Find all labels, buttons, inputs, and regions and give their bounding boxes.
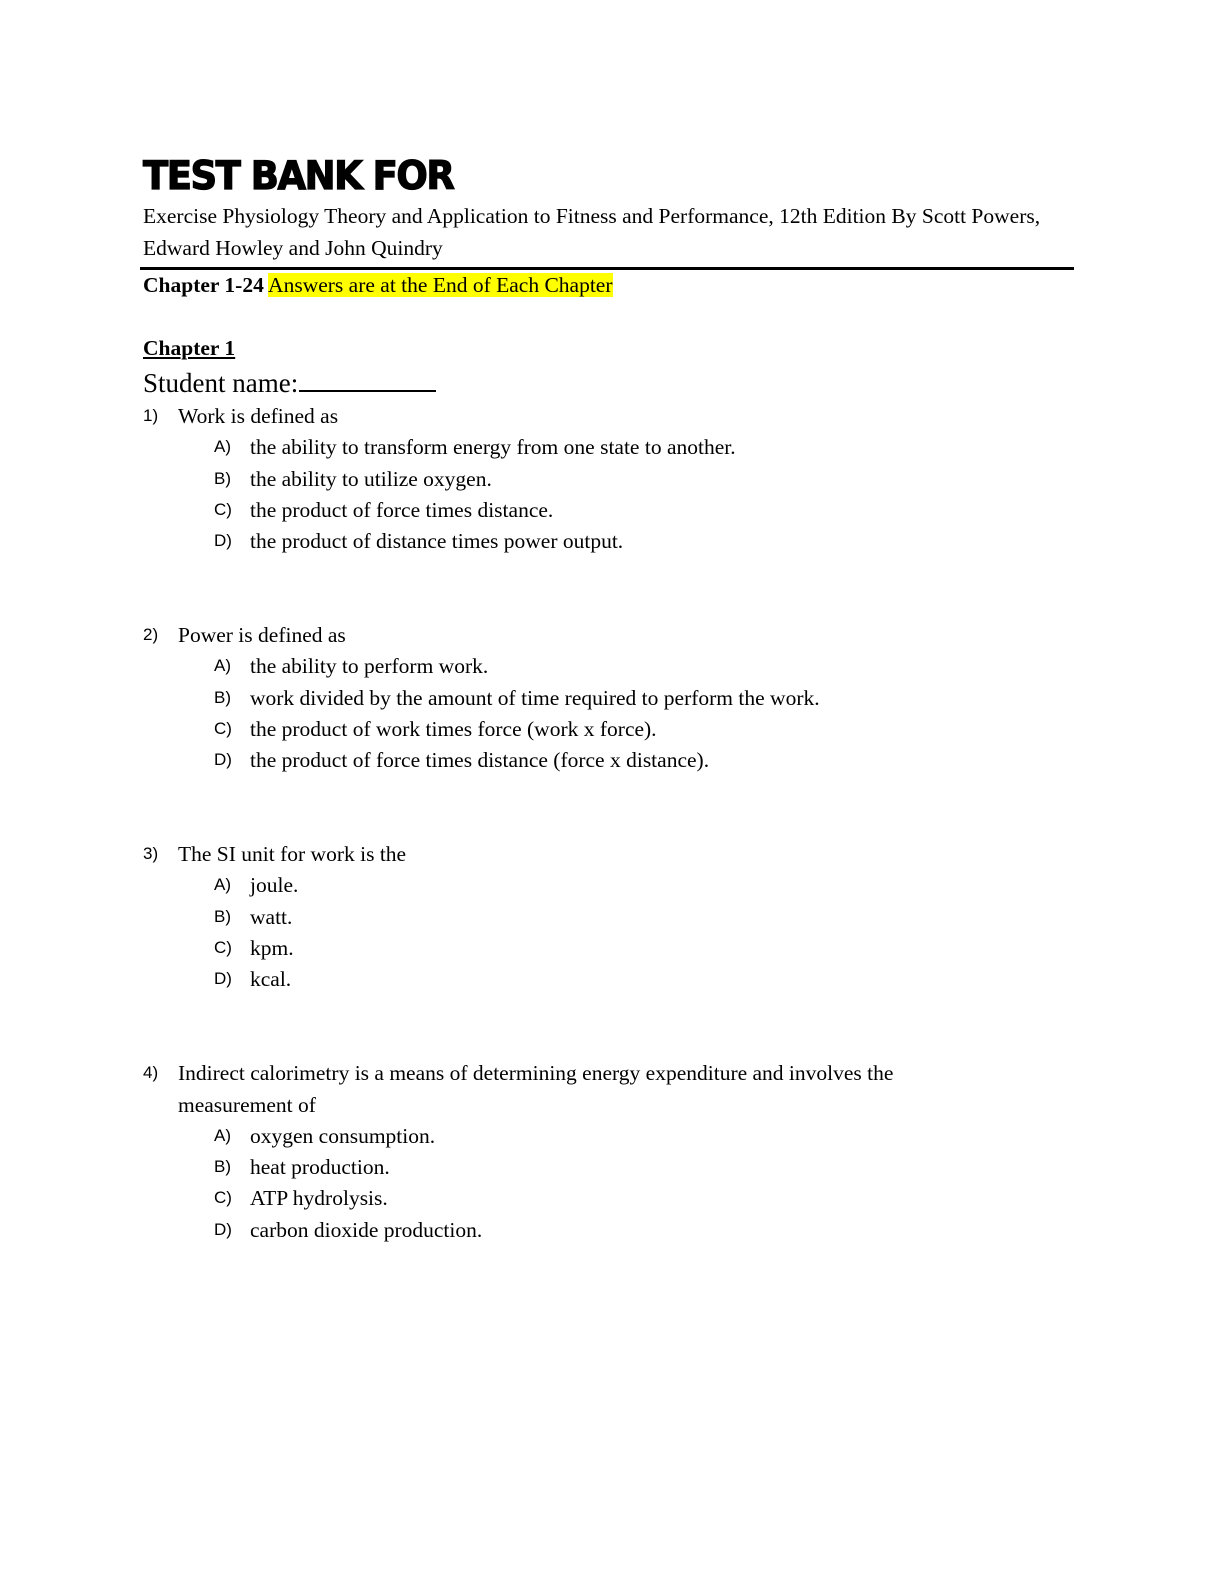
option-letter: A) <box>214 1126 231 1145</box>
question-number: 3) <box>143 844 159 863</box>
option-text: work divided by the amount of time required to perform the work. <box>250 686 820 710</box>
option-letter: C) <box>214 1188 232 1207</box>
question-stem: Work is defined as <box>178 404 339 428</box>
option-letter: C) <box>214 500 232 519</box>
answer-option[interactable] <box>0 1214 1224 1246</box>
answer-option[interactable] <box>0 431 1224 463</box>
student-name-line <box>143 364 436 401</box>
option-text: oxygen consumption. <box>250 1124 436 1148</box>
question-stem: The SI unit for work is the <box>178 842 407 866</box>
answer-option[interactable] <box>0 869 1224 901</box>
question-number: 1) <box>143 406 159 425</box>
option-letter: A) <box>214 875 231 894</box>
option-text: the ability to transform energy from one state to another. <box>250 435 736 459</box>
option-text: the product of force times distance. <box>250 498 554 522</box>
option-text: the ability to perform work. <box>250 654 489 678</box>
option-letter: D) <box>214 969 232 988</box>
answer-option[interactable] <box>0 901 1224 933</box>
answer-option[interactable] <box>0 650 1224 682</box>
option-letter: B) <box>214 469 231 488</box>
option-text: joule. <box>250 873 299 897</box>
option-text: the ability to utilize oxygen. <box>250 467 492 491</box>
answers-note-highlight: Answers are at the End of Each Chapter <box>268 273 613 297</box>
option-text: carbon dioxide production. <box>250 1218 483 1242</box>
option-text: ATP hydrolysis. <box>250 1186 388 1210</box>
chapter-range-line <box>143 269 613 301</box>
option-letter: D) <box>214 750 232 769</box>
option-text: kcal. <box>250 967 292 991</box>
option-letter: B) <box>214 688 231 707</box>
option-text: the product of distance times power output. <box>250 529 624 553</box>
option-letter: C) <box>214 719 232 738</box>
question-number: 4) <box>143 1063 159 1082</box>
question-stem: Indirect calorimetry is a means of determining energy expenditure and involves the measurement of <box>178 1061 894 1117</box>
option-text: heat production. <box>250 1155 390 1179</box>
option-letter: C) <box>214 938 232 957</box>
answer-option[interactable] <box>0 932 1224 964</box>
option-letter: B) <box>214 907 231 926</box>
answer-option[interactable] <box>0 1182 1224 1214</box>
chapter-heading: Chapter 1 <box>143 336 236 360</box>
answer-option[interactable] <box>0 963 1224 995</box>
answer-option[interactable] <box>0 744 1224 776</box>
chapter-range: Chapter 1-24 <box>143 273 264 297</box>
answer-option[interactable] <box>0 713 1224 745</box>
student-name-label: Student name: <box>143 368 299 398</box>
answer-option[interactable] <box>0 463 1224 495</box>
option-letter: A) <box>214 656 231 675</box>
question-stem: Power is defined as <box>178 623 346 647</box>
answer-option[interactable] <box>0 525 1224 557</box>
option-letter: B) <box>214 1157 231 1176</box>
answer-option[interactable] <box>0 1151 1224 1183</box>
book-subtitle: Exercise Physiology Theory and Application to Fitness and Performance, 12th Edition By Scott Powers, Edward Howley and John Quindry <box>143 204 1041 260</box>
option-letter: A) <box>214 437 231 456</box>
page-title: TEST BANK FOR <box>143 153 454 199</box>
answer-option[interactable] <box>0 682 1224 714</box>
answer-option[interactable] <box>0 1120 1224 1152</box>
question-number: 2) <box>143 625 159 644</box>
option-text: the product of force times distance (force x distance). <box>250 748 710 772</box>
option-text: watt. <box>250 905 293 929</box>
option-letter: D) <box>214 531 232 550</box>
option-text: kpm. <box>250 936 294 960</box>
answer-option[interactable] <box>0 494 1224 526</box>
student-name-blank[interactable] <box>299 364 436 392</box>
option-letter: D) <box>214 1220 232 1239</box>
option-text: the product of work times force (work x force). <box>250 717 657 741</box>
